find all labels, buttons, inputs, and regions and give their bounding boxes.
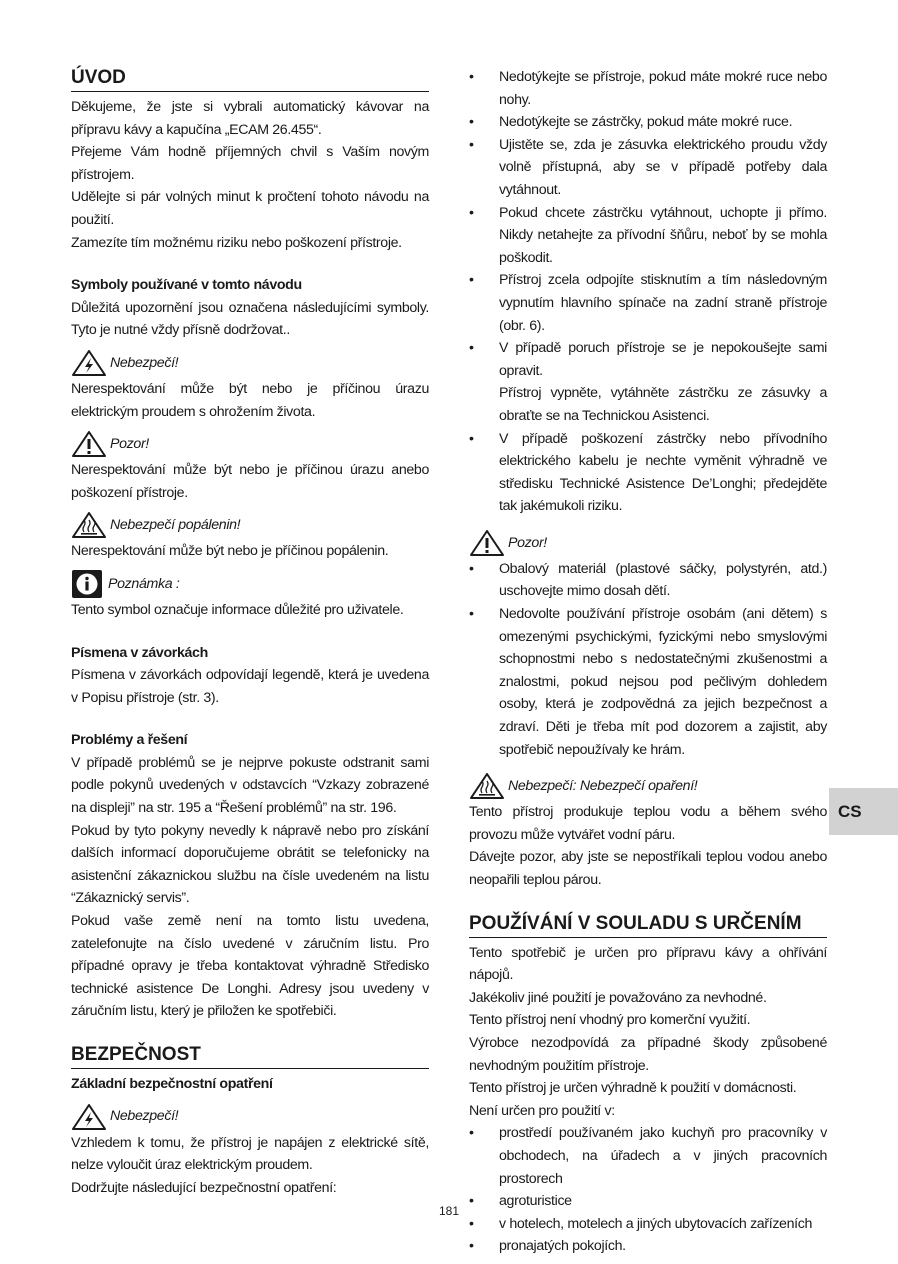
- section-title-usage: POUŽÍVÁNÍ V SOULADU S URČENÍM: [469, 912, 827, 938]
- electric-shock-icon: [71, 1103, 107, 1131]
- cable-bullet-list: [469, 428, 827, 518]
- paragraph: Dodržujte následující bezpečnostní opatření:: [71, 1179, 337, 1196]
- symbols-heading: Symboly používané v tomto návodu: [71, 277, 302, 294]
- list-item: • V případě poruch přístroje se je nepokoušejte sami opravit.: [469, 337, 827, 382]
- list-item: • agroturistice: [469, 1190, 827, 1213]
- safety-bullet-list: [469, 66, 827, 382]
- list-item: • prostředí používaném jako kuchyň pro pracovníky v obchodech, na úřadech a v jiných pracovních prostorech: [469, 1122, 827, 1190]
- paragraph: Tento přístroj není vhodný pro komerční využití.: [469, 1012, 751, 1029]
- language-tab-label: CS: [838, 801, 862, 821]
- paragraph: Tento přístroj je určen výhradně k použití v domácnosti.: [469, 1080, 797, 1097]
- paragraph: Výrobce nezodpovídá za případné škody způsobené nevhodným použitím přístroje.: [469, 1034, 827, 1074]
- safety-danger: [71, 1102, 429, 1132]
- symbol-label: Nebezpečí!: [110, 354, 179, 371]
- page-number: 181: [438, 1204, 460, 1218]
- problems-heading: Problémy a řešení: [71, 732, 188, 749]
- section-title-uvod: ÚVOD: [71, 66, 429, 92]
- paragraph: Písmena v závorkách odpovídají legendě, která je uvedena v Popisu přístroje (str. 3).: [71, 667, 429, 706]
- paragraph: Tento symbol označuje informace důležité pro uživatele.: [71, 601, 404, 618]
- info-icon: [71, 570, 105, 598]
- paragraph: Vzhledem k tomu, že přístroj je napájen z elektrické sítě, nelze vyloučit úraz elektrickým proudem.: [71, 1134, 429, 1174]
- paragraph: Není určen pro použití v:: [469, 1102, 615, 1119]
- paragraph: Důležitá upozornění jsou označena následujícími symboly. Tyto je nutné vždy přísně dodržovat..: [71, 299, 429, 339]
- symbol-caution: [71, 429, 429, 459]
- list-item: • Pokud chcete zástrčku vytáhnout, uchopte ji přímo. Nikdy netahejte za přívodní šňůru, neboť by se mohla poškodit.: [469, 202, 827, 270]
- caution-title: [469, 528, 827, 558]
- paragraph: Zamezíte tím možnému riziku nebo poškození přístroje.: [71, 234, 402, 251]
- hot-surface-icon: [71, 511, 107, 539]
- list-item: • Nedovolte používání přístroje osobám (ani dětem) s omezenými psychickými, fyzickými nebo smyslovými schopnostmi nebo s nedostatečnými zkušenostmi a znalostmi, pokud nejsou pod pečlivým dohledem osoby, která je zodpovědná za jejich bezpečnost a zdraví. Děti je třeba mít pod dozorem a zajistit, aby spotřebič nepoužívaly ke hrám.: [469, 603, 827, 761]
- symbol-label: Nebezpečí popálenin!: [110, 517, 241, 534]
- list-item: • Přístroj zcela odpojíte stisknutím a tím následovným vypnutím hlavního spínače na zadní straně přístroje (obr. 6).: [469, 269, 827, 337]
- paragraph: Pokud vaše země není na tomto listu uvedena, zatelefonujte na číslo uvedené v záručním listu. Pro případné opravy je třeba kontaktovat výhradně Středisko technické asistence De Longhi. Adresy jsou uvedeny v záručním listu, který je přiložen ke spotřebiči.: [71, 913, 429, 1020]
- scald-title: [469, 771, 827, 801]
- list-item: • Nedotýkejte se zástrčky, pokud máte mokré ruce.: [469, 111, 827, 134]
- right-column: [469, 66, 827, 1258]
- paragraph: Tento spotřebič je určen pro přípravu kávy a ohřívání nápojů.: [469, 944, 827, 984]
- symbol-danger: [71, 348, 429, 378]
- paragraph: Tento přístroj produkuje teplou vodu a během svého provozu může vytvářet vodní páru.: [469, 804, 827, 843]
- electric-shock-icon: [71, 349, 107, 377]
- paragraph: Nerespektování může být nebo je příčinou úrazu elektrickým proudem s ohrožením života.: [71, 380, 429, 420]
- list-item: • Ujistěte se, zda je zásuvka elektrického proudu vždy volně přístupná, aby se v případě potřeby dala vytáhnout.: [469, 134, 827, 202]
- paragraph: Dávejte pozor, aby jste se nepostříkali teplou vodou anebo neopařili teplou párou.: [469, 849, 827, 888]
- paragraph: Udělejte si pár volných minut k pročtení tohoto návodu na použití.: [71, 189, 429, 228]
- warning-icon: [469, 529, 505, 557]
- left-column: [71, 66, 429, 1199]
- symbol-label: Nebezpečí!: [110, 1108, 179, 1125]
- usage-bullet-list: [469, 1122, 827, 1258]
- paragraph: Pokud by tyto pokyny nevedly k nápravě nebo pro získání dalších informací doporučujeme obrátit se telefonicky na asistenční zákaznickou službu na čísle uvedeném na listu “Zákaznický servis”.: [71, 822, 429, 907]
- letters-heading: Písmena v závorkách: [71, 644, 208, 661]
- paragraph: V případě problémů se je nejprve pokuste odstranit sami podle pokynů uvedených v odstavcích “Vzkazy zobrazené na displeji” na str. 195 a “Řešení problémů” na str. 196.: [71, 754, 429, 817]
- caution-bullet-list: [469, 558, 827, 761]
- symbol-burn: [71, 510, 429, 540]
- symbol-label: Nebezpečí: Nebezpečí opaření!: [508, 777, 698, 794]
- list-item: • V případě poškození zástrčky nebo přívodního elektrického kabelu je nechte vyměnit výhradně ve středisku Technické Asistence De’Longhi; předejděte tak jakémukoli riziku.: [469, 428, 827, 518]
- repair-note: Přístroj vypněte, vytáhněte zástrčku ze zásuvky a obraťte se na Technickou Asistenci.: [499, 385, 827, 424]
- symbol-label: Pozor!: [110, 435, 149, 452]
- symbol-note: [71, 569, 429, 599]
- list-item: • pronajatých pokojích.: [469, 1235, 827, 1258]
- list-item: • Obalový materiál (plastové sáčky, polystyrén, atd.) uschovejte mimo dosah dětí.: [469, 558, 827, 603]
- paragraph: Nerespektování může být nebo je příčinou úrazu anebo poškození přístroje.: [71, 462, 429, 501]
- safety-heading: Základní bezpečnostní opatření: [71, 1076, 273, 1092]
- list-item: • Nedotýkejte se přístroje, pokud máte mokré ruce nebo nohy.: [469, 66, 827, 111]
- paragraph: Jakékoliv jiné použití je považováno za nevhodné.: [469, 989, 767, 1006]
- warning-icon: [71, 430, 107, 458]
- paragraph: Děkujeme, že jste si vybrali automatický kávovar na přípravu kávy a kapučína „ECAM 26.455“.: [71, 99, 429, 138]
- paragraph: Nerespektování může být nebo je příčinou popálenin.: [71, 543, 389, 560]
- list-item: • v hotelech, motelech a jiných ubytovacích zařízeních: [469, 1213, 827, 1236]
- hot-surface-icon: [469, 772, 505, 800]
- language-tab: [829, 788, 898, 835]
- symbol-label: Poznámka :: [108, 575, 180, 592]
- paragraph: Přejeme Vám hodně příjemných chvil s Vaším novým přístrojem.: [71, 144, 429, 183]
- symbol-label: Pozor!: [508, 534, 547, 551]
- section-title-bezpecnost: BEZPEČNOST: [71, 1043, 429, 1069]
